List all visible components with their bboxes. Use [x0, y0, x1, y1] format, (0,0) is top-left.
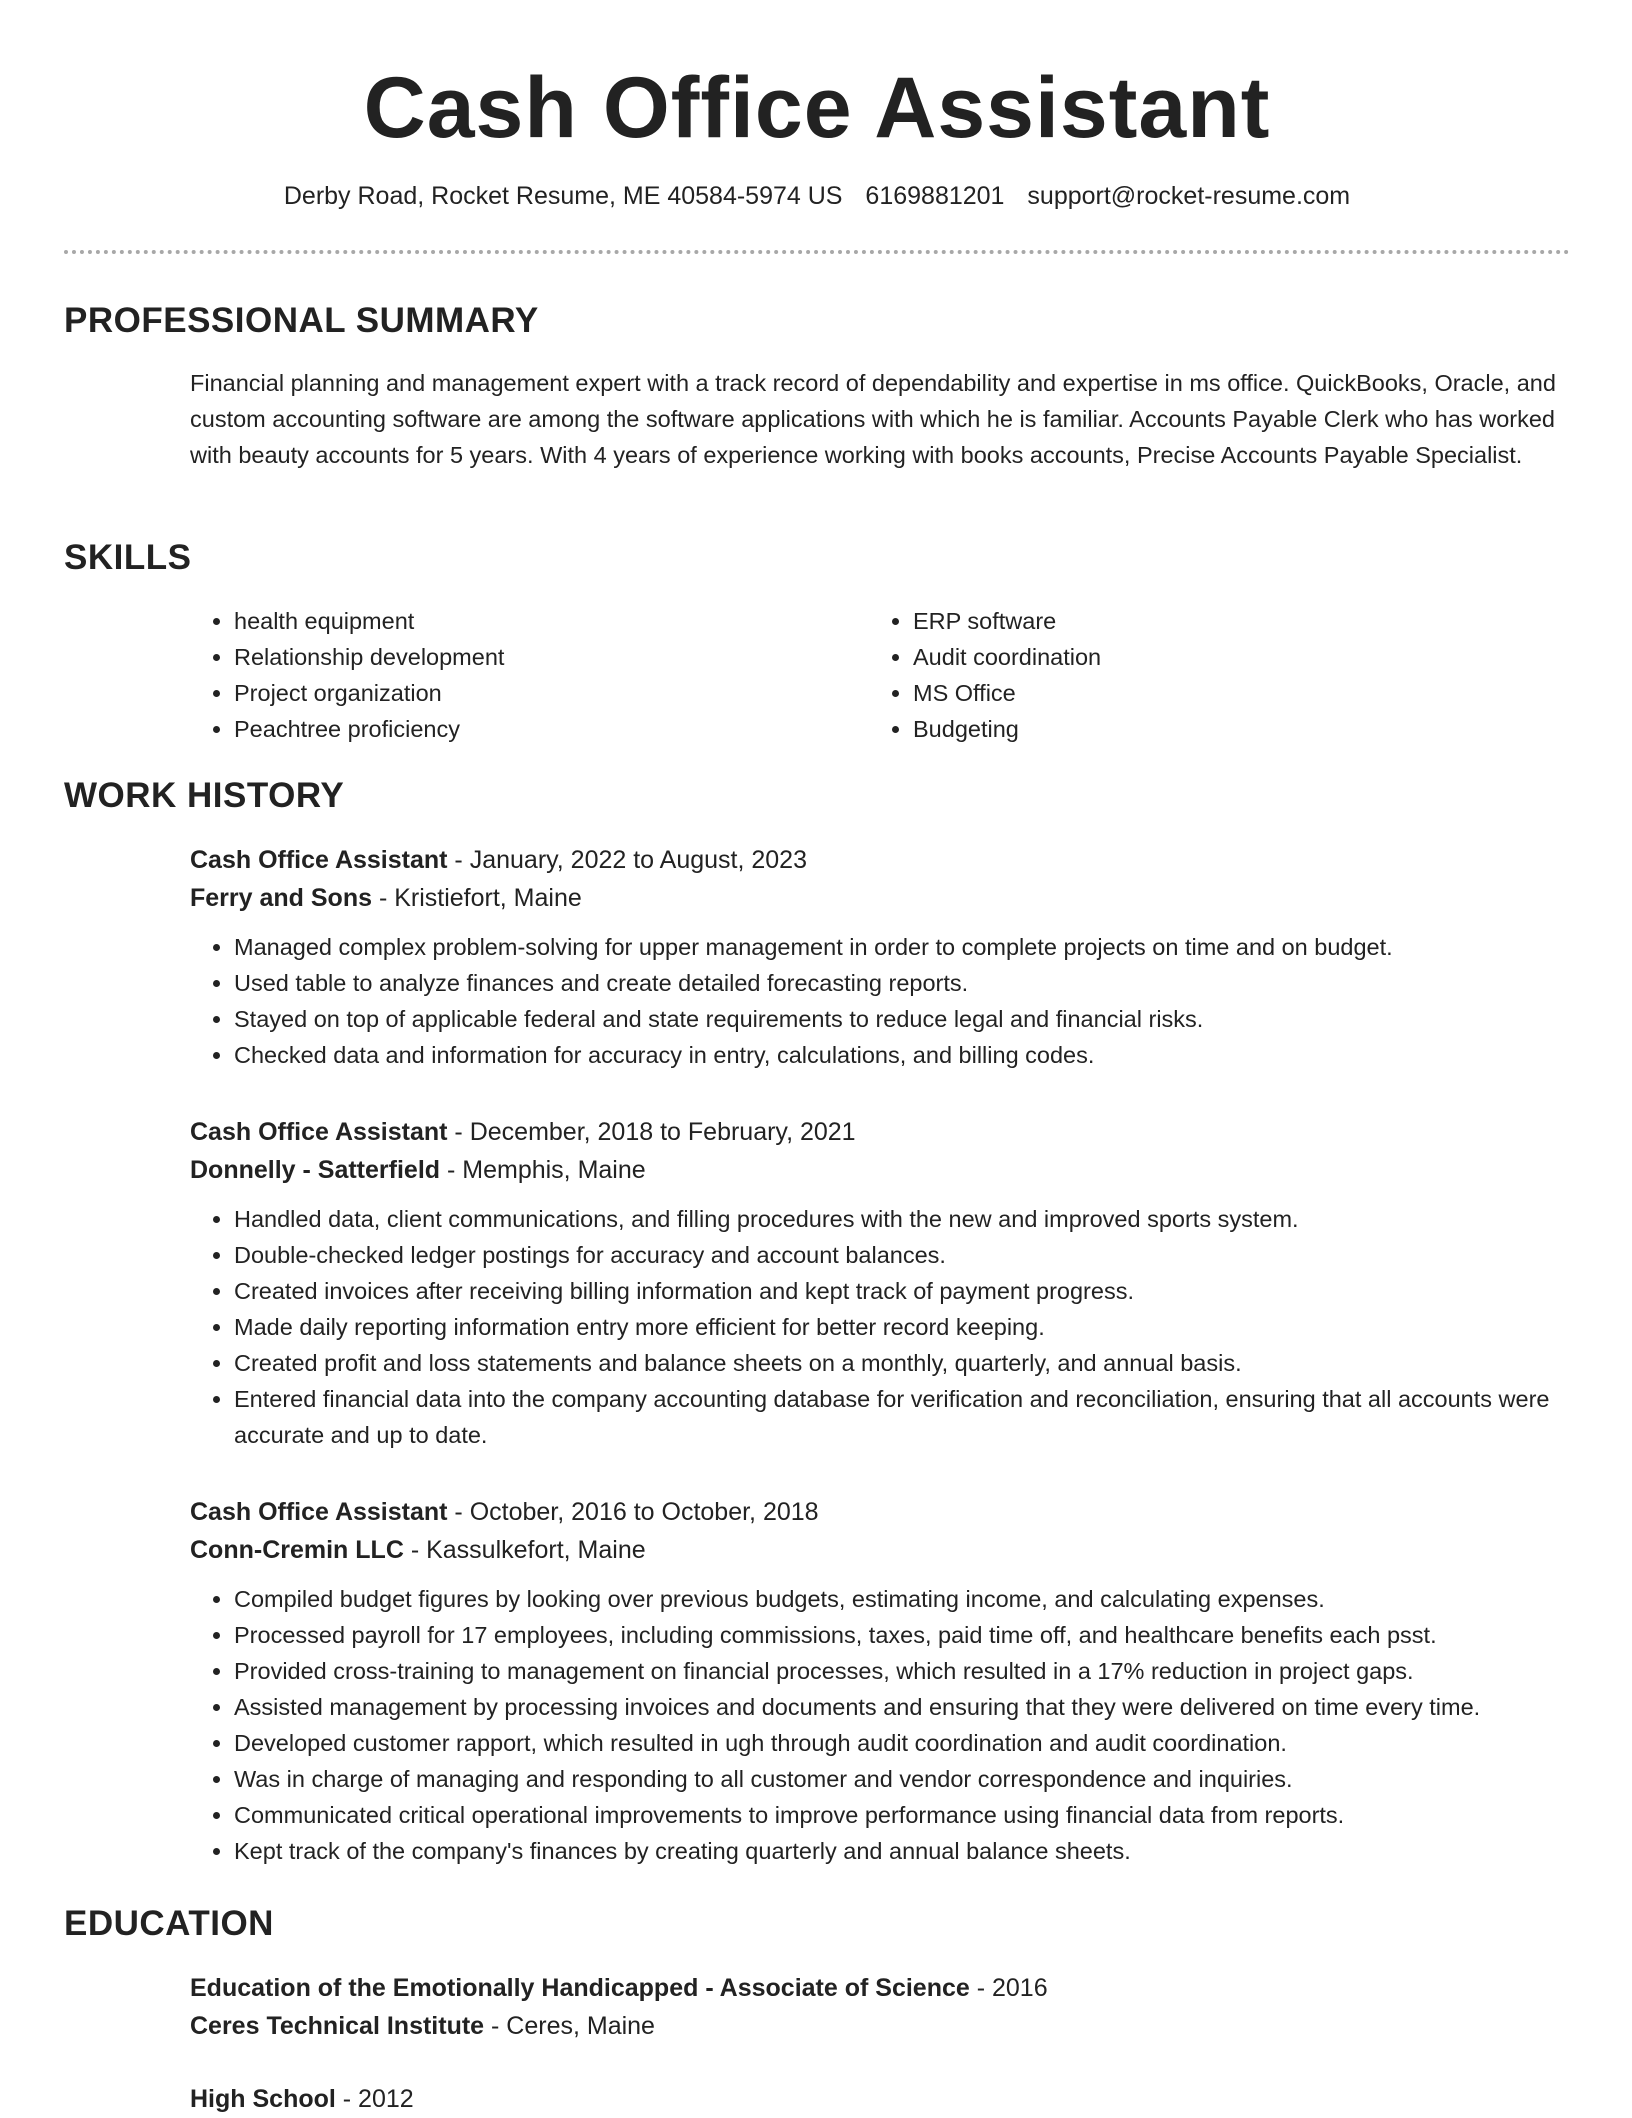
- section-title-summary: PROFESSIONAL SUMMARY: [64, 301, 539, 340]
- skill-item: • health equipment: [234, 603, 869, 639]
- job-bullet: • Created invoices after receiving billing information and kept track of payment progress.: [234, 1273, 1570, 1309]
- education-location: - Ceres, Maine: [484, 2012, 655, 2040]
- skills-column-left: [190, 603, 869, 747]
- job-bullet: • Developed customer rapport, which resulted in ugh through audit coordination and audit coordination.: [234, 1725, 1570, 1761]
- skill-item: • Peachtree proficiency: [234, 711, 869, 747]
- job-bullet: • Made daily reporting information entry more efficient for better record keeping.: [234, 1309, 1570, 1345]
- job-bullet: • Managed complex problem-solving for upper management in order to complete projects on time and on budget.: [234, 929, 1570, 965]
- education-degree-line: [190, 1969, 1570, 2007]
- skill-item: • MS Office: [913, 675, 1548, 711]
- job-bullet: • Was in charge of managing and responding to all customer and vendor correspondence and inquiries.: [234, 1761, 1570, 1797]
- job-bullet: • Kept track of the company's finances by creating quarterly and annual balance sheets.: [234, 1833, 1570, 1869]
- job-title-line: [190, 1493, 1570, 1531]
- skill-item: • Budgeting: [913, 711, 1548, 747]
- job-entry: [190, 1493, 1570, 1869]
- job-bullet: • Communicated critical operational improvements to improve performance using financial data from reports.: [234, 1797, 1570, 1833]
- candidate-name: Cash Office Assistant: [363, 60, 1271, 156]
- job-bullet: • Checked data and information for accuracy in entry, calculations, and billing codes.: [234, 1037, 1570, 1073]
- job-company: Conn-Cremin LLC: [190, 1536, 404, 1564]
- education-entry: [190, 2080, 1570, 2118]
- job-location: - Kassulkefort, Maine: [403, 1536, 646, 1564]
- education-degree: High School: [190, 2085, 336, 2113]
- job-bullets: [190, 929, 1570, 1073]
- job-company: Ferry and Sons: [190, 884, 372, 912]
- education-year: - 2016: [969, 1974, 1048, 2002]
- job-company-line: [190, 879, 1570, 917]
- job-bullets: [190, 1201, 1570, 1453]
- job-role: Cash Office Assistant: [190, 1118, 448, 1146]
- skill-item: • Audit coordination: [913, 639, 1548, 675]
- job-bullet: • Used table to analyze finances and create detailed forecasting reports.: [234, 965, 1570, 1001]
- job-title-line: [190, 841, 1570, 879]
- skill-item: • ERP software: [913, 603, 1548, 639]
- job-company: Donnelly - Satterfield: [190, 1156, 441, 1184]
- section-title-work-history: WORK HISTORY: [64, 776, 345, 815]
- header-divider: [64, 250, 1570, 254]
- contact-address: Derby Road, Rocket Resume, ME 40584-5974 US: [283, 182, 843, 210]
- education-degree-line: [190, 2080, 1570, 2118]
- skills-list: [190, 603, 1570, 747]
- skills-column-right: [869, 603, 1548, 747]
- job-role: Cash Office Assistant: [190, 1498, 448, 1526]
- job-bullet: • Provided cross-training to management on financial processes, which resulted in a 17% reduction in project gaps.: [234, 1653, 1570, 1689]
- education-school-line: [190, 2007, 1570, 2045]
- job-entry: [190, 841, 1570, 1073]
- resume-page: [64, 0, 1570, 2113]
- job-title-line: [190, 1113, 1570, 1151]
- summary-block: [190, 365, 1570, 473]
- section-title-skills: SKILLS: [64, 538, 192, 577]
- skill-item: • Relationship development: [234, 639, 869, 675]
- job-location: - Kristiefort, Maine: [372, 884, 582, 912]
- education-entry: [190, 1969, 1570, 2045]
- job-role: Cash Office Assistant: [190, 846, 448, 874]
- job-bullet: • Assisted management by processing invoices and documents and ensuring that they were delivered on time every time.: [234, 1689, 1570, 1725]
- job-bullet: • Processed payroll for 17 employees, including commissions, taxes, paid time off, and healthcare benefits each psst.: [234, 1617, 1570, 1653]
- job-bullet: • Entered financial data into the company accounting database for verification and reconciliation, ensuring that all accounts were accurate and up to date.: [234, 1381, 1570, 1453]
- job-company-line: [190, 1151, 1570, 1189]
- education-school: Ceres Technical Institute: [190, 2012, 485, 2040]
- job-entry: [190, 1113, 1570, 1453]
- job-location: - Memphis, Maine: [440, 1156, 646, 1184]
- job-company-line: [190, 1531, 1570, 1569]
- contact-phone: 6169881201: [865, 182, 1005, 210]
- section-title-education: EDUCATION: [64, 1904, 274, 1943]
- job-bullet: • Created profit and loss statements and balance sheets on a monthly, quarterly, and annual basis.: [234, 1345, 1570, 1381]
- job-bullets: [190, 1581, 1570, 1869]
- contact-line: [64, 178, 1570, 214]
- job-bullet: • Compiled budget figures by looking over previous budgets, estimating income, and calculating expenses.: [234, 1581, 1570, 1617]
- education-year: - 2012: [335, 2085, 414, 2113]
- job-bullet: • Stayed on top of applicable federal and state requirements to reduce legal and financial risks.: [234, 1001, 1570, 1037]
- summary-text: Financial planning and management expert with a track record of dependability and expertise in ms office. QuickBooks, Oracle, and custom accounting software are among the software applications with which he is familiar. Accounts Payable Clerk who has worked with beauty accounts for 5 years. With 4 years of experience working with books accounts, Precise Accounts Payable Specialist.: [190, 370, 1556, 468]
- job-dates: - October, 2016 to October, 2018: [447, 1498, 819, 1526]
- job-dates: - January, 2022 to August, 2023: [447, 846, 807, 874]
- job-dates: - December, 2018 to February, 2021: [447, 1118, 856, 1146]
- job-bullet: • Handled data, client communications, and filling procedures with the new and improved sports system.: [234, 1201, 1570, 1237]
- education-degree: Education of the Emotionally Handicapped - Associate of Science: [190, 1974, 970, 2002]
- skill-item: • Project organization: [234, 675, 869, 711]
- job-bullet: • Double-checked ledger postings for accuracy and account balances.: [234, 1237, 1570, 1273]
- contact-email: support@rocket-resume.com: [1027, 182, 1351, 210]
